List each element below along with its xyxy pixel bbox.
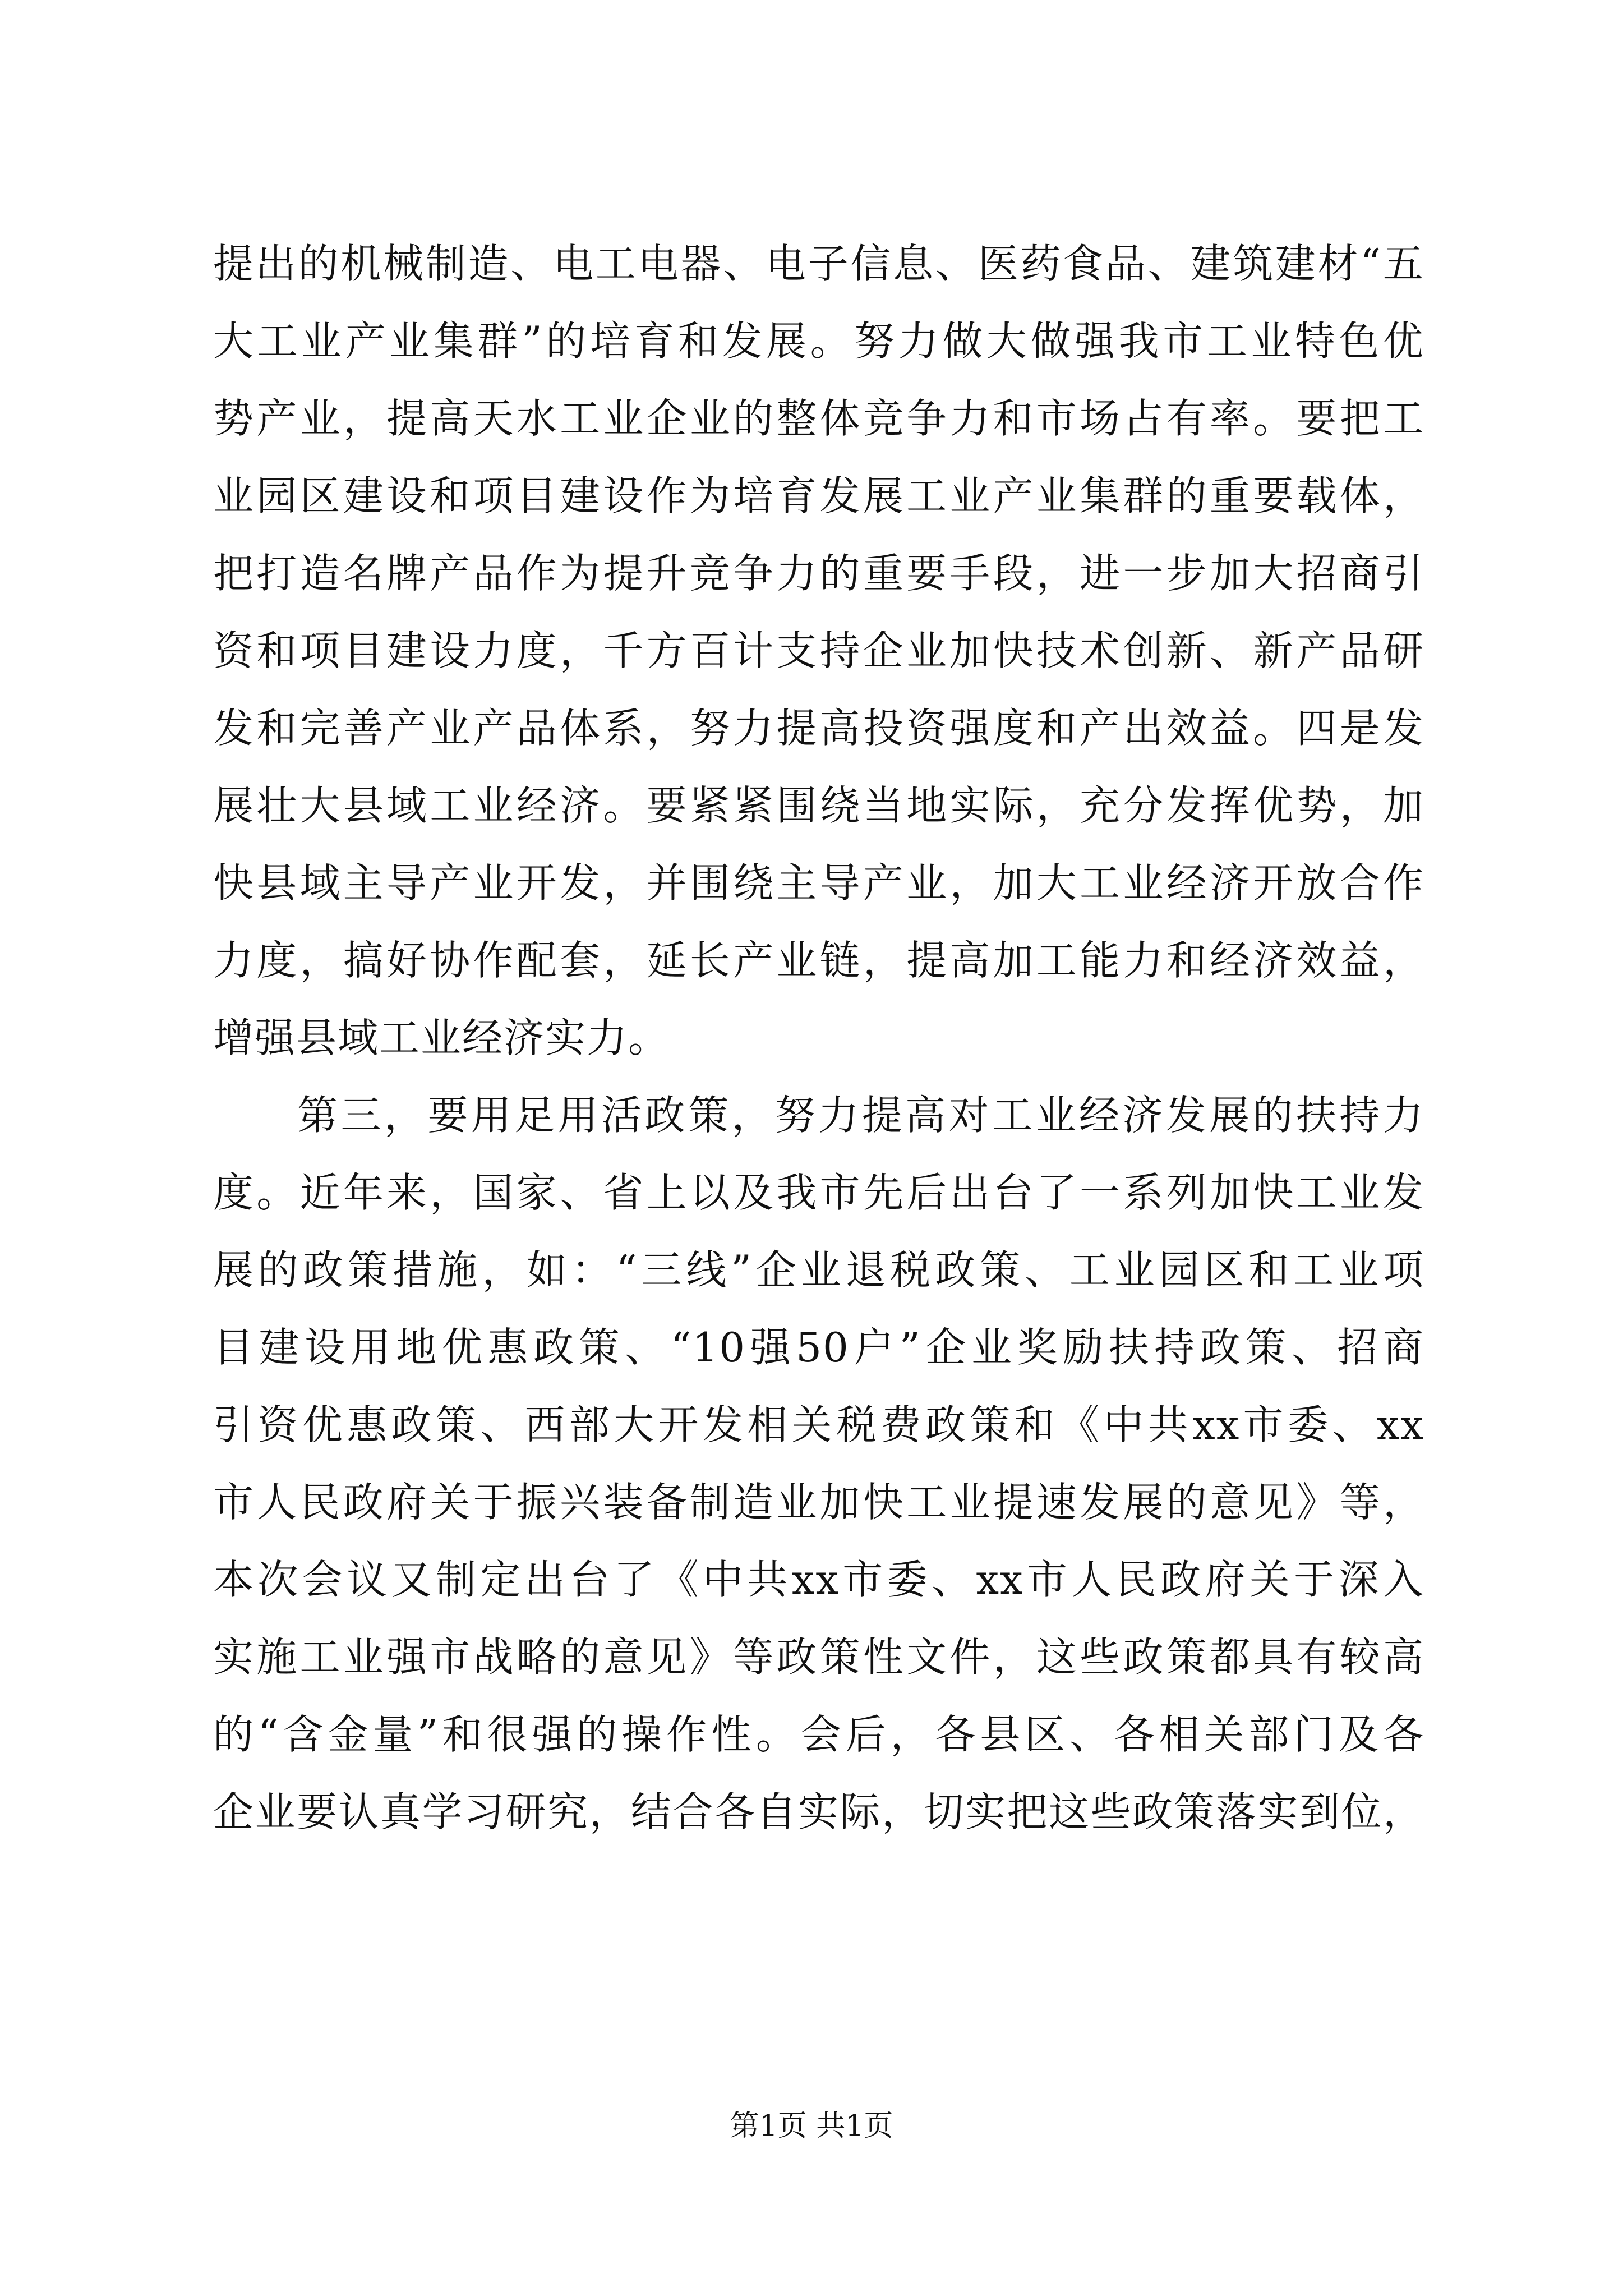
- page-footer: 第1页 共1页: [730, 2109, 893, 2143]
- text-line-1: 提出的机械制造、电工电器、电子信息、医药食品、建筑建材“五: [213, 240, 1424, 287]
- text-line-16: 引资优惠政策、西部大开发相关税费政策和《中共xx市委、xx: [213, 1401, 1424, 1448]
- text-line-6: 资和项目建设力度，千方百计支持企业加快技术创新、新产品研: [213, 627, 1424, 674]
- text-line-4: 业园区建设和项目建设作为培育发展工业产业集群的重要载体，: [213, 472, 1424, 519]
- text-line-21: 企业要认真学习研究，结合各自实际，切实把这些政策落实到位，: [213, 1788, 1424, 1835]
- text-line-10: 力度，搞好协作配套，延长产业链，提高加工能力和经济效益，: [213, 937, 1424, 984]
- text-line-15: 目建设用地优惠政策、“10强50户”企业奖励扶持政策、招商: [213, 1324, 1424, 1371]
- paragraph-start-line: 第三，要用足用活政策，努力提高对工业经济发展的扶持力: [297, 1092, 1424, 1139]
- text-line-2: 大工业产业集群”的培育和发展。努力做大做强我市工业特色优: [213, 318, 1424, 365]
- text-line-13: 度。近年来，国家、省上以及我市先后出台了一系列加快工业发: [213, 1169, 1424, 1216]
- text-line-20: 的“含金量”和很强的操作性。会后，各县区、各相关部门及各: [213, 1711, 1424, 1758]
- text-line-9: 快县域主导产业开发，并围绕主导产业，加大工业经济开放合作: [213, 859, 1424, 907]
- text-line-17: 市人民政府关于振兴装备制造业加快工业提速发展的意见》等，: [213, 1479, 1424, 1526]
- text-line-8: 展壮大县域工业经济。要紧紧围绕当地实际，充分发挥优势，加: [213, 782, 1424, 829]
- text-line-3: 势产业，提高天水工业企业的整体竞争力和市场占有率。要把工: [213, 395, 1424, 442]
- text-line-11: 增强县域工业经济实力。: [213, 1014, 670, 1061]
- text-line-19: 实施工业强市战略的意见》等政策性文件，这些政策都具有较高: [213, 1634, 1424, 1681]
- text-line-14: 展的政策措施，如：“三线”企业退税政策、工业园区和工业项: [213, 1246, 1424, 1294]
- text-line-5: 把打造名牌产品作为提升竞争力的重要手段，进一步加大招商引: [213, 550, 1424, 597]
- text-line-18: 本次会议又制定出台了《中共xx市委、xx市人民政府关于深入: [213, 1556, 1424, 1603]
- text-line-7: 发和完善产业产品体系，努力提高投资强度和产出效益。四是发: [213, 705, 1424, 752]
